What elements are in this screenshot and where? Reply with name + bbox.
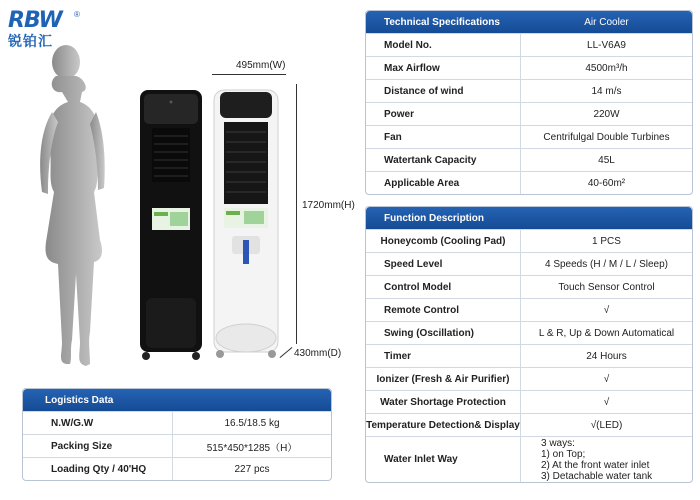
width-dimension-line: [212, 74, 286, 75]
function-value: √: [603, 373, 610, 385]
table-row: [366, 367, 692, 390]
function-value: √(LED): [590, 419, 623, 431]
table-row: [366, 390, 692, 413]
spec-value: Centrifulgal Double Turbines: [543, 131, 670, 143]
spec-value: 40-60m²: [587, 177, 626, 189]
table-row: [366, 102, 692, 125]
function-key: Remote Control: [366, 299, 521, 321]
water-inlet-line: 3 ways:: [541, 437, 575, 449]
product-type: Air Cooler: [584, 16, 629, 28]
air-cooler-white-unit: [210, 86, 282, 361]
function-key: Honeycomb (Cooling Pad): [366, 230, 521, 252]
technical-specifications-table: [365, 10, 693, 195]
logistics-data-title: Logistics Data: [45, 394, 114, 406]
table-row: [366, 298, 692, 321]
water-inlet-line: 1) on Top;: [541, 448, 586, 460]
spec-value: 14 m/s: [591, 85, 622, 97]
function-value: √: [603, 304, 610, 316]
spec-key: Fan: [366, 126, 521, 148]
logistics-value: 515*450*1285（H）: [206, 442, 298, 454]
water-inlet-line: 3) Detachable water tank: [541, 470, 653, 482]
table-row: [366, 321, 692, 344]
logistics-value: 227 pcs: [234, 463, 270, 475]
table-row: [366, 33, 692, 56]
water-inlet-ways: [521, 438, 692, 482]
function-value: Touch Sensor Control: [558, 281, 655, 293]
table-row: [366, 229, 692, 252]
logistics-key: N.W/G.W: [23, 412, 173, 434]
logistics-data-table: [22, 388, 332, 481]
function-value: √: [603, 396, 610, 408]
table-row: [23, 434, 331, 457]
function-key: Speed Level: [366, 253, 521, 275]
spec-value: 220W: [593, 108, 620, 120]
spec-value: 45L: [598, 154, 615, 166]
person-silhouette-icon: [18, 42, 128, 372]
table-row: [366, 275, 692, 298]
function-description-title: Function Description: [384, 212, 484, 224]
table-row: [366, 413, 692, 436]
function-description-header: [366, 207, 692, 229]
spec-key: Applicable Area: [366, 172, 521, 194]
brand-reg-symbol: ®: [74, 10, 80, 19]
table-row: [366, 252, 692, 275]
logistics-key: Loading Qty / 40'HQ: [23, 458, 173, 480]
function-value: 1 PCS: [592, 235, 621, 247]
spec-key: Distance of wind: [366, 80, 521, 102]
function-key: Timer: [366, 345, 521, 367]
function-key: Water Inlet Way: [366, 437, 521, 482]
technical-specifications-title: Technical Specifications: [384, 16, 500, 28]
table-row: [23, 457, 331, 480]
spec-key: Watertank Capacity: [366, 149, 521, 171]
table-row: [366, 171, 692, 194]
technical-specifications-header: [366, 11, 692, 33]
function-description-table: [365, 206, 693, 483]
function-value: 4 Speeds (H / M / L / Sleep): [544, 258, 669, 270]
table-row: [366, 125, 692, 148]
logistics-key: Packing Size: [23, 435, 173, 457]
brand-chinese-name: 锐铂汇: [8, 34, 53, 50]
air-cooler-black-unit: [138, 88, 204, 360]
width-label: 495mm(W): [236, 60, 286, 71]
function-key: Control Model: [366, 276, 521, 298]
spec-key: Power: [366, 103, 521, 125]
spec-value: LL-V6A9: [587, 39, 626, 51]
function-key: Water Shortage Protection: [366, 391, 521, 413]
spec-value: 4500m³/h: [585, 62, 628, 74]
function-key: Temperature Detection& Display: [366, 414, 521, 436]
function-value: 24 Hours: [586, 350, 627, 362]
table-row: [366, 79, 692, 102]
spec-key: Model No.: [366, 34, 521, 56]
depth-label: 430mm(D): [294, 348, 342, 359]
table-row: [366, 56, 692, 79]
logistics-data-header: [23, 389, 331, 411]
height-dimension-line: [296, 84, 297, 344]
function-key: Swing (Oscillation): [366, 322, 521, 344]
logistics-value: 16.5/18.5 kg: [224, 417, 280, 429]
table-row: [23, 411, 331, 434]
height-label: 1720mm(H): [302, 200, 355, 211]
table-row: [366, 436, 692, 482]
function-value: L & R, Up & Down Automatical: [538, 327, 675, 339]
table-row: [366, 344, 692, 367]
table-row: [366, 148, 692, 171]
spec-key: Max Airflow: [366, 57, 521, 79]
brand-mark: RBW: [8, 8, 62, 33]
function-key: Ionizer (Fresh & Air Purifier): [366, 368, 521, 390]
water-inlet-line: 2) At the front water inlet: [541, 459, 650, 471]
